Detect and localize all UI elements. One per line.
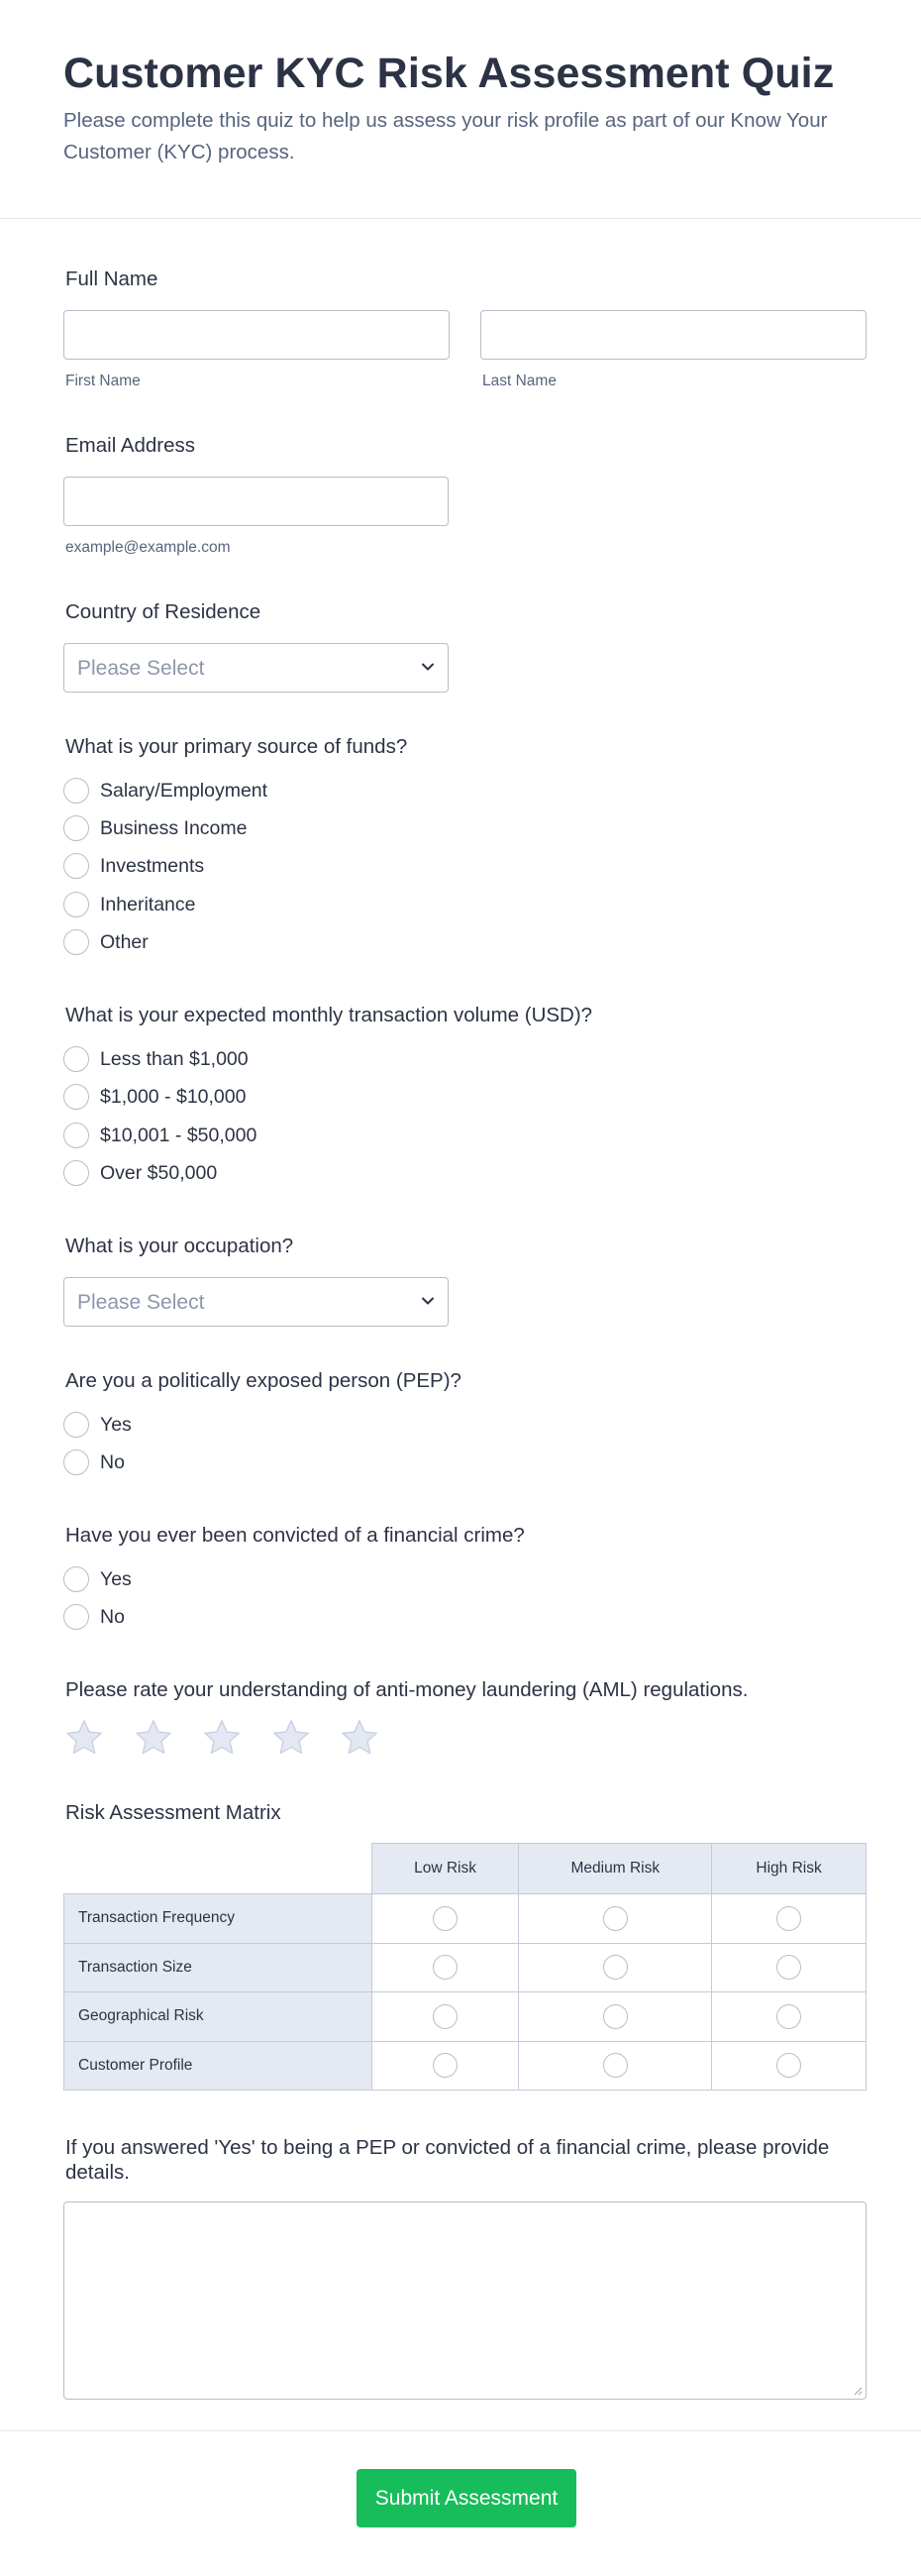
star-rating[interactable] [63, 1717, 408, 1759]
radio-button[interactable] [63, 1566, 89, 1592]
aml-rating-label: Please rate your understanding of anti-money laundering (AML) regulations. [65, 1678, 749, 1701]
matrix-cell[interactable] [519, 2041, 712, 2091]
email-input[interactable] [63, 477, 449, 526]
email-sublabel: example@example.com [65, 539, 231, 556]
radio-option[interactable] [63, 851, 204, 881]
radio-button[interactable] [63, 1449, 89, 1475]
radio-button[interactable] [776, 1906, 801, 1931]
radio-button[interactable] [433, 1955, 458, 1980]
radio-button[interactable] [63, 1084, 89, 1110]
radio-option[interactable] [63, 813, 248, 843]
star-icon[interactable] [339, 1717, 380, 1759]
page-subtitle: Please complete this quiz to help us assess your risk profile as part of our Know Your Customer (KYC) process. [63, 109, 828, 163]
occupation-placeholder: Please Select [77, 1291, 205, 1314]
pep-label: Are you a politically exposed person (PEP)? [65, 1369, 461, 1392]
radio-button[interactable] [63, 929, 89, 955]
radio-button[interactable] [63, 853, 89, 879]
chevron-down-icon [420, 661, 436, 673]
transaction-volume-label: What is your expected monthly transaction volume (USD)? [65, 1004, 593, 1026]
matrix-cell[interactable] [712, 2041, 867, 2091]
country-label: Country of Residence [65, 600, 261, 623]
radio-label: Inheritance [100, 893, 196, 915]
matrix-cell[interactable] [519, 1992, 712, 2042]
radio-option[interactable] [63, 1448, 125, 1477]
radio-button[interactable] [776, 1955, 801, 1980]
source-of-funds-label: What is your primary source of funds? [65, 735, 408, 758]
matrix-cell[interactable] [371, 1992, 519, 2042]
matrix-cell[interactable] [519, 1894, 712, 1944]
radio-label: Less than $1,000 [100, 1047, 249, 1070]
radio-button[interactable] [776, 2053, 801, 2078]
submit-button[interactable]: Submit Assessment [357, 2469, 576, 2527]
radio-label: Other [100, 930, 149, 953]
star-icon[interactable] [270, 1717, 312, 1759]
matrix-row [64, 1943, 867, 1992]
first-name-input[interactable] [63, 310, 450, 360]
radio-label: Yes [100, 1413, 132, 1436]
star-icon[interactable] [63, 1717, 105, 1759]
matrix-row-label: Transaction Size [64, 1943, 372, 1992]
matrix-label: Risk Assessment Matrix [65, 1801, 281, 1824]
last-name-sublabel: Last Name [482, 373, 557, 389]
radio-button[interactable] [433, 1906, 458, 1931]
radio-label: Salary/Employment [100, 779, 268, 802]
matrix-row-label: Customer Profile [64, 2041, 372, 2091]
matrix-row [64, 1894, 867, 1944]
radio-label: Yes [100, 1567, 132, 1590]
occupation-select[interactable] [63, 1277, 449, 1327]
radio-option[interactable] [63, 1121, 256, 1150]
radio-option[interactable] [63, 927, 149, 957]
matrix-column-header: Low Risk [371, 1844, 519, 1894]
radio-button[interactable] [63, 1160, 89, 1186]
details-label: If you answered 'Yes' to being a PEP or convicted of a financial crime, please provide details. [65, 2136, 830, 2184]
star-icon[interactable] [133, 1717, 174, 1759]
matrix-cell[interactable] [519, 1943, 712, 1992]
matrix-cell[interactable] [712, 1894, 867, 1944]
radio-button[interactable] [63, 1123, 89, 1148]
matrix-cell[interactable] [712, 1992, 867, 2042]
radio-label: No [100, 1450, 125, 1473]
radio-button[interactable] [776, 2004, 801, 2029]
radio-option[interactable] [63, 1410, 132, 1440]
radio-option[interactable] [63, 1044, 249, 1074]
radio-button[interactable] [603, 1955, 628, 1980]
country-placeholder: Please Select [77, 657, 205, 680]
matrix-column-header: High Risk [712, 1844, 867, 1894]
risk-matrix [63, 1843, 867, 2091]
matrix-cell[interactable] [371, 2041, 519, 2091]
footer-divider [0, 2430, 921, 2431]
radio-button[interactable] [63, 1046, 89, 1072]
form-header [0, 0, 921, 219]
full-name-label: Full Name [65, 268, 158, 290]
radio-button[interactable] [63, 778, 89, 804]
radio-button[interactable] [603, 2004, 628, 2029]
matrix-cell[interactable] [371, 1943, 519, 1992]
radio-option[interactable] [63, 1602, 125, 1632]
radio-label: $10,001 - $50,000 [100, 1124, 257, 1146]
chevron-down-icon [420, 1295, 436, 1307]
resize-handle-icon[interactable] [853, 2386, 863, 2396]
radio-button[interactable] [603, 1906, 628, 1931]
radio-option[interactable] [63, 1158, 217, 1188]
radio-option[interactable] [63, 890, 195, 919]
radio-label: Over $50,000 [100, 1161, 218, 1184]
radio-button[interactable] [433, 2004, 458, 2029]
country-select[interactable] [63, 643, 449, 693]
radio-option[interactable] [63, 1564, 132, 1594]
matrix-row [64, 1992, 867, 2042]
radio-label: Business Income [100, 816, 248, 839]
radio-label: $1,000 - $10,000 [100, 1085, 247, 1108]
matrix-cell[interactable] [712, 1943, 867, 1992]
details-textarea[interactable] [63, 2201, 867, 2400]
matrix-row-label: Geographical Risk [64, 1992, 372, 2042]
radio-button[interactable] [63, 815, 89, 841]
radio-option[interactable] [63, 1082, 246, 1112]
radio-button[interactable] [63, 1412, 89, 1438]
first-name-sublabel: First Name [65, 373, 141, 389]
matrix-row-label: Transaction Frequency [64, 1894, 372, 1944]
email-label: Email Address [65, 434, 196, 457]
radio-button[interactable] [603, 2053, 628, 2078]
matrix-row [64, 2041, 867, 2091]
financial-crime-label: Have you ever been convicted of a financial crime? [65, 1524, 525, 1547]
matrix-column-header: Medium Risk [519, 1844, 712, 1894]
matrix-cell[interactable] [371, 1894, 519, 1944]
matrix-corner [64, 1844, 372, 1894]
radio-option[interactable] [63, 776, 267, 805]
last-name-input[interactable] [480, 310, 867, 360]
radio-label: Investments [100, 854, 205, 877]
star-icon[interactable] [201, 1717, 243, 1759]
page-title: Customer KYC Risk Assessment Quiz [63, 50, 835, 97]
radio-button[interactable] [433, 2053, 458, 2078]
radio-button[interactable] [63, 892, 89, 917]
occupation-label: What is your occupation? [65, 1234, 294, 1257]
radio-label: No [100, 1605, 125, 1628]
radio-button[interactable] [63, 1604, 89, 1630]
